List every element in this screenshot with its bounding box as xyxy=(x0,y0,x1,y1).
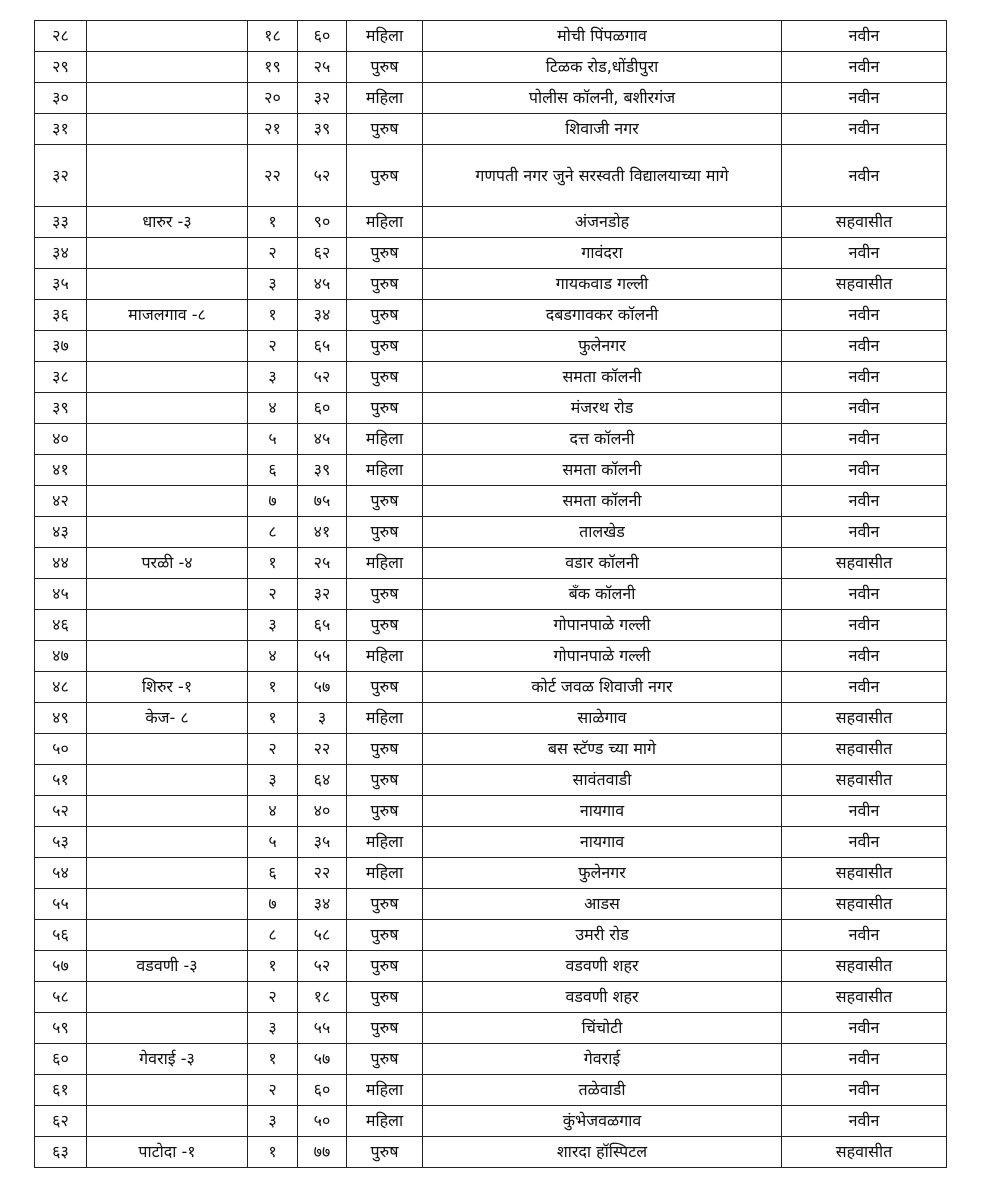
gender-cell: महिला xyxy=(347,455,423,486)
gender-cell: पुरुष xyxy=(347,765,423,796)
table-row xyxy=(35,331,947,362)
taluka-serial-cell: १ xyxy=(248,548,298,579)
age-cell: ५७ xyxy=(298,672,347,703)
address-cell: दबडगावकर कॉलनी xyxy=(423,300,782,331)
taluka-serial-cell: १ xyxy=(248,951,298,982)
table-row xyxy=(35,300,947,331)
age-cell: १८ xyxy=(298,982,347,1013)
table-row xyxy=(35,1075,947,1106)
taluka-cell: वडवणी -३ xyxy=(87,951,248,982)
serial-number-cell: ३९ xyxy=(35,393,87,424)
age-cell: ५८ xyxy=(298,920,347,951)
gender-cell: पुरुष xyxy=(347,920,423,951)
address-cell: सावंतवाडी xyxy=(423,765,782,796)
taluka-cell xyxy=(87,920,248,951)
address-cell: दत्त कॉलनी xyxy=(423,424,782,455)
status-cell: नवीन xyxy=(782,300,947,331)
serial-number-cell: ४४ xyxy=(35,548,87,579)
address-cell: बँक कॉलनी xyxy=(423,579,782,610)
taluka-serial-cell: ४ xyxy=(248,641,298,672)
taluka-cell: शिरुर -१ xyxy=(87,672,248,703)
age-cell: ६५ xyxy=(298,331,347,362)
table-row xyxy=(35,362,947,393)
gender-cell: पुरुष xyxy=(347,982,423,1013)
status-cell: सहवासीत xyxy=(782,765,947,796)
age-cell: ६४ xyxy=(298,765,347,796)
gender-cell: पुरुष xyxy=(347,393,423,424)
gender-cell: पुरुष xyxy=(347,1013,423,1044)
age-cell: ३५ xyxy=(298,827,347,858)
status-cell: नवीन xyxy=(782,393,947,424)
taluka-serial-cell: २ xyxy=(248,734,298,765)
serial-number-cell: ५७ xyxy=(35,951,87,982)
age-cell: ३४ xyxy=(298,300,347,331)
taluka-serial-cell: १ xyxy=(248,672,298,703)
age-cell: ५० xyxy=(298,1106,347,1137)
gender-cell: पुरुष xyxy=(347,517,423,548)
taluka-serial-cell: १ xyxy=(248,703,298,734)
status-cell: नवीन xyxy=(782,486,947,517)
address-cell: समता कॉलनी xyxy=(423,455,782,486)
taluka-serial-cell: १८ xyxy=(248,21,298,52)
taluka-cell xyxy=(87,114,248,145)
age-cell: २२ xyxy=(298,858,347,889)
taluka-cell: गेवराई -३ xyxy=(87,1044,248,1075)
status-cell: नवीन xyxy=(782,1075,947,1106)
taluka-serial-cell: २ xyxy=(248,238,298,269)
taluka-serial-cell: १ xyxy=(248,207,298,238)
table-row xyxy=(35,269,947,300)
age-cell: ३९ xyxy=(298,455,347,486)
age-cell: ४० xyxy=(298,796,347,827)
taluka-serial-cell: ७ xyxy=(248,889,298,920)
status-cell: सहवासीत xyxy=(782,269,947,300)
table-row xyxy=(35,145,947,207)
serial-number-cell: ६२ xyxy=(35,1106,87,1137)
table-row xyxy=(35,920,947,951)
gender-cell: पुरुष xyxy=(347,951,423,982)
taluka-serial-cell: २१ xyxy=(248,114,298,145)
address-cell: नायगाव xyxy=(423,796,782,827)
age-cell: ४५ xyxy=(298,424,347,455)
gender-cell: पुरुष xyxy=(347,300,423,331)
taluka-cell xyxy=(87,858,248,889)
age-cell: ३२ xyxy=(298,579,347,610)
age-cell: ५७ xyxy=(298,1044,347,1075)
taluka-serial-cell: २ xyxy=(248,1075,298,1106)
status-cell: नवीन xyxy=(782,610,947,641)
taluka-serial-cell: २ xyxy=(248,982,298,1013)
taluka-cell xyxy=(87,1075,248,1106)
table-body xyxy=(35,21,947,1168)
status-cell: नवीन xyxy=(782,331,947,362)
status-cell: सहवासीत xyxy=(782,951,947,982)
address-cell: वडार कॉलनी xyxy=(423,548,782,579)
serial-number-cell: २९ xyxy=(35,52,87,83)
status-cell: नवीन xyxy=(782,114,947,145)
status-cell: नवीन xyxy=(782,145,947,207)
age-cell: ६५ xyxy=(298,610,347,641)
address-cell: वडवणी शहर xyxy=(423,951,782,982)
table-row xyxy=(35,207,947,238)
table-row xyxy=(35,455,947,486)
status-cell: नवीन xyxy=(782,52,947,83)
serial-number-cell: ४५ xyxy=(35,579,87,610)
gender-cell: पुरुष xyxy=(347,114,423,145)
age-cell: ६२ xyxy=(298,238,347,269)
table-row xyxy=(35,517,947,548)
taluka-serial-cell: ३ xyxy=(248,362,298,393)
table-row xyxy=(35,703,947,734)
serial-number-cell: ५९ xyxy=(35,1013,87,1044)
table-row xyxy=(35,889,947,920)
table-row xyxy=(35,951,947,982)
gender-cell: महिला xyxy=(347,424,423,455)
taluka-cell xyxy=(87,765,248,796)
gender-cell: महिला xyxy=(347,83,423,114)
table-row xyxy=(35,1106,947,1137)
serial-number-cell: ३७ xyxy=(35,331,87,362)
taluka-cell xyxy=(87,610,248,641)
taluka-cell xyxy=(87,393,248,424)
age-cell: ४५ xyxy=(298,269,347,300)
age-cell: ६० xyxy=(298,21,347,52)
gender-cell: पुरुष xyxy=(347,486,423,517)
address-cell: गोपानपाळे गल्ली xyxy=(423,641,782,672)
serial-number-cell: ३१ xyxy=(35,114,87,145)
status-cell: नवीन xyxy=(782,83,947,114)
status-cell: नवीन xyxy=(782,827,947,858)
status-cell: नवीन xyxy=(782,455,947,486)
gender-cell: पुरुष xyxy=(347,362,423,393)
gender-cell: पुरुष xyxy=(347,269,423,300)
gender-cell: पुरुष xyxy=(347,734,423,765)
taluka-serial-cell: २ xyxy=(248,579,298,610)
age-cell: ४१ xyxy=(298,517,347,548)
gender-cell: पुरुष xyxy=(347,889,423,920)
serial-number-cell: ३३ xyxy=(35,207,87,238)
table-row xyxy=(35,83,947,114)
taluka-serial-cell: ५ xyxy=(248,424,298,455)
serial-number-cell: ४९ xyxy=(35,703,87,734)
age-cell: ३ xyxy=(298,703,347,734)
gender-cell: महिला xyxy=(347,1075,423,1106)
table-row xyxy=(35,827,947,858)
serial-number-cell: ३४ xyxy=(35,238,87,269)
address-cell: तळेवाडी xyxy=(423,1075,782,1106)
age-cell: २२ xyxy=(298,734,347,765)
status-cell: नवीन xyxy=(782,672,947,703)
serial-number-cell: ३८ xyxy=(35,362,87,393)
serial-number-cell: ४१ xyxy=(35,455,87,486)
serial-number-cell: ४३ xyxy=(35,517,87,548)
address-cell: गणपती नगर जुने सरस्वती विद्यालयाच्या मागे xyxy=(423,145,782,207)
gender-cell: महिला xyxy=(347,703,423,734)
age-cell: ५५ xyxy=(298,641,347,672)
taluka-cell: धारुर -३ xyxy=(87,207,248,238)
status-cell: नवीन xyxy=(782,579,947,610)
serial-number-cell: ५२ xyxy=(35,796,87,827)
serial-number-cell: ५१ xyxy=(35,765,87,796)
serial-number-cell: ५६ xyxy=(35,920,87,951)
status-cell: नवीन xyxy=(782,641,947,672)
taluka-serial-cell: २ xyxy=(248,331,298,362)
taluka-cell xyxy=(87,455,248,486)
taluka-cell xyxy=(87,83,248,114)
taluka-cell xyxy=(87,52,248,83)
address-cell: गायकवाड गल्ली xyxy=(423,269,782,300)
taluka-serial-cell: १ xyxy=(248,1044,298,1075)
table-row xyxy=(35,424,947,455)
age-cell: २५ xyxy=(298,548,347,579)
serial-number-cell: ४७ xyxy=(35,641,87,672)
status-cell: सहवासीत xyxy=(782,1137,947,1168)
address-cell: कुंभेजवळगाव xyxy=(423,1106,782,1137)
serial-number-cell: ५० xyxy=(35,734,87,765)
taluka-serial-cell: ८ xyxy=(248,920,298,951)
taluka-cell xyxy=(87,145,248,207)
taluka-serial-cell: १ xyxy=(248,300,298,331)
status-cell: सहवासीत xyxy=(782,858,947,889)
taluka-cell: पाटोदा -१ xyxy=(87,1137,248,1168)
taluka-cell xyxy=(87,331,248,362)
taluka-serial-cell: ४ xyxy=(248,796,298,827)
taluka-serial-cell: १९ xyxy=(248,52,298,83)
address-cell: टिळक रोड,धोंडीपुरा xyxy=(423,52,782,83)
status-cell: नवीन xyxy=(782,1013,947,1044)
table-row xyxy=(35,1013,947,1044)
status-cell: नवीन xyxy=(782,1106,947,1137)
address-cell: आडस xyxy=(423,889,782,920)
taluka-cell xyxy=(87,827,248,858)
table-row xyxy=(35,858,947,889)
taluka-serial-cell: ४ xyxy=(248,393,298,424)
serial-number-cell: ४६ xyxy=(35,610,87,641)
table-row xyxy=(35,1137,947,1168)
address-cell: उमरी रोड xyxy=(423,920,782,951)
table-row xyxy=(35,548,947,579)
taluka-serial-cell: ३ xyxy=(248,1013,298,1044)
age-cell: ९० xyxy=(298,207,347,238)
address-cell: गेवराई xyxy=(423,1044,782,1075)
serial-number-cell: ३० xyxy=(35,83,87,114)
cases-table xyxy=(34,20,947,1168)
gender-cell: पुरुष xyxy=(347,610,423,641)
address-cell: समता कॉलनी xyxy=(423,486,782,517)
age-cell: ५२ xyxy=(298,362,347,393)
address-cell: मोची पिंपळगाव xyxy=(423,21,782,52)
status-cell: नवीन xyxy=(782,424,947,455)
taluka-cell xyxy=(87,486,248,517)
taluka-cell: केज- ८ xyxy=(87,703,248,734)
gender-cell: महिला xyxy=(347,827,423,858)
table-row xyxy=(35,21,947,52)
serial-number-cell: ३५ xyxy=(35,269,87,300)
taluka-serial-cell: ३ xyxy=(248,765,298,796)
address-cell: समता कॉलनी xyxy=(423,362,782,393)
address-cell: चिंचोटी xyxy=(423,1013,782,1044)
gender-cell: पुरुष xyxy=(347,238,423,269)
age-cell: ३४ xyxy=(298,889,347,920)
gender-cell: पुरुष xyxy=(347,1044,423,1075)
gender-cell: पुरुष xyxy=(347,52,423,83)
serial-number-cell: ४८ xyxy=(35,672,87,703)
serial-number-cell: २८ xyxy=(35,21,87,52)
taluka-cell xyxy=(87,889,248,920)
table-row xyxy=(35,610,947,641)
serial-number-cell: ५३ xyxy=(35,827,87,858)
gender-cell: पुरुष xyxy=(347,1137,423,1168)
gender-cell: महिला xyxy=(347,1106,423,1137)
status-cell: सहवासीत xyxy=(782,207,947,238)
table-row xyxy=(35,734,947,765)
status-cell: नवीन xyxy=(782,238,947,269)
gender-cell: महिला xyxy=(347,21,423,52)
taluka-cell xyxy=(87,641,248,672)
address-cell: मंजरथ रोड xyxy=(423,393,782,424)
taluka-serial-cell: ३ xyxy=(248,269,298,300)
table-row xyxy=(35,238,947,269)
gender-cell: पुरुष xyxy=(347,145,423,207)
table-row xyxy=(35,393,947,424)
taluka-cell xyxy=(87,362,248,393)
taluka-cell: माजलगाव -८ xyxy=(87,300,248,331)
status-cell: सहवासीत xyxy=(782,982,947,1013)
table-row xyxy=(35,486,947,517)
table-row xyxy=(35,1044,947,1075)
status-cell: नवीन xyxy=(782,1044,947,1075)
taluka-serial-cell: ६ xyxy=(248,858,298,889)
taluka-cell xyxy=(87,982,248,1013)
age-cell: २५ xyxy=(298,52,347,83)
status-cell: नवीन xyxy=(782,517,947,548)
status-cell: नवीन xyxy=(782,362,947,393)
address-cell: पोलीस कॉलनी, बशीरगंज xyxy=(423,83,782,114)
taluka-serial-cell: ८ xyxy=(248,517,298,548)
table-row xyxy=(35,796,947,827)
serial-number-cell: ६३ xyxy=(35,1137,87,1168)
taluka-cell xyxy=(87,796,248,827)
taluka-cell xyxy=(87,21,248,52)
gender-cell: पुरुष xyxy=(347,672,423,703)
age-cell: ७७ xyxy=(298,1137,347,1168)
gender-cell: पुरुष xyxy=(347,796,423,827)
age-cell: ५२ xyxy=(298,951,347,982)
taluka-cell xyxy=(87,734,248,765)
address-cell: फुलेनगर xyxy=(423,331,782,362)
serial-number-cell: ३२ xyxy=(35,145,87,207)
age-cell: ७५ xyxy=(298,486,347,517)
gender-cell: महिला xyxy=(347,858,423,889)
status-cell: नवीन xyxy=(782,796,947,827)
address-cell: शारदा हॉस्पिटल xyxy=(423,1137,782,1168)
address-cell: साळेगाव xyxy=(423,703,782,734)
taluka-serial-cell: १ xyxy=(248,1137,298,1168)
address-cell: गोपानपाळे गल्ली xyxy=(423,610,782,641)
status-cell: सहवासीत xyxy=(782,703,947,734)
status-cell: सहवासीत xyxy=(782,889,947,920)
taluka-cell xyxy=(87,579,248,610)
taluka-serial-cell: ३ xyxy=(248,1106,298,1137)
table-row xyxy=(35,672,947,703)
serial-number-cell: ५५ xyxy=(35,889,87,920)
taluka-serial-cell: ६ xyxy=(248,455,298,486)
age-cell: ३९ xyxy=(298,114,347,145)
serial-number-cell: ४० xyxy=(35,424,87,455)
address-cell: कोर्ट जवळ शिवाजी नगर xyxy=(423,672,782,703)
taluka-serial-cell: ७ xyxy=(248,486,298,517)
address-cell: अंजनडोह xyxy=(423,207,782,238)
address-cell: वडवणी शहर xyxy=(423,982,782,1013)
gender-cell: महिला xyxy=(347,641,423,672)
serial-number-cell: ५४ xyxy=(35,858,87,889)
taluka-cell xyxy=(87,1013,248,1044)
taluka-cell: परळी -४ xyxy=(87,548,248,579)
taluka-serial-cell: २० xyxy=(248,83,298,114)
status-cell: नवीन xyxy=(782,21,947,52)
table-row xyxy=(35,114,947,145)
gender-cell: महिला xyxy=(347,548,423,579)
address-cell: नायगाव xyxy=(423,827,782,858)
status-cell: सहवासीत xyxy=(782,548,947,579)
taluka-cell xyxy=(87,238,248,269)
serial-number-cell: ६० xyxy=(35,1044,87,1075)
age-cell: ६० xyxy=(298,1075,347,1106)
table-row xyxy=(35,982,947,1013)
serial-number-cell: ४२ xyxy=(35,486,87,517)
taluka-serial-cell: ३ xyxy=(248,610,298,641)
address-cell: तालखेड xyxy=(423,517,782,548)
age-cell: ६० xyxy=(298,393,347,424)
table-row xyxy=(35,765,947,796)
address-cell: बस स्टॅण्ड च्या मागे xyxy=(423,734,782,765)
serial-number-cell: ३६ xyxy=(35,300,87,331)
age-cell: ३२ xyxy=(298,83,347,114)
gender-cell: महिला xyxy=(347,207,423,238)
table-row xyxy=(35,52,947,83)
taluka-cell xyxy=(87,269,248,300)
age-cell: ५२ xyxy=(298,145,347,207)
gender-cell: पुरुष xyxy=(347,331,423,362)
address-cell: फुलेनगर xyxy=(423,858,782,889)
address-cell: गावंदरा xyxy=(423,238,782,269)
serial-number-cell: ५८ xyxy=(35,982,87,1013)
taluka-cell xyxy=(87,424,248,455)
table-row xyxy=(35,641,947,672)
age-cell: ५५ xyxy=(298,1013,347,1044)
status-cell: नवीन xyxy=(782,920,947,951)
serial-number-cell: ६१ xyxy=(35,1075,87,1106)
gender-cell: पुरुष xyxy=(347,579,423,610)
taluka-cell xyxy=(87,517,248,548)
address-cell: शिवाजी नगर xyxy=(423,114,782,145)
taluka-serial-cell: ५ xyxy=(248,827,298,858)
taluka-cell xyxy=(87,1106,248,1137)
status-cell: सहवासीत xyxy=(782,734,947,765)
taluka-serial-cell: २२ xyxy=(248,145,298,207)
table-row xyxy=(35,579,947,610)
